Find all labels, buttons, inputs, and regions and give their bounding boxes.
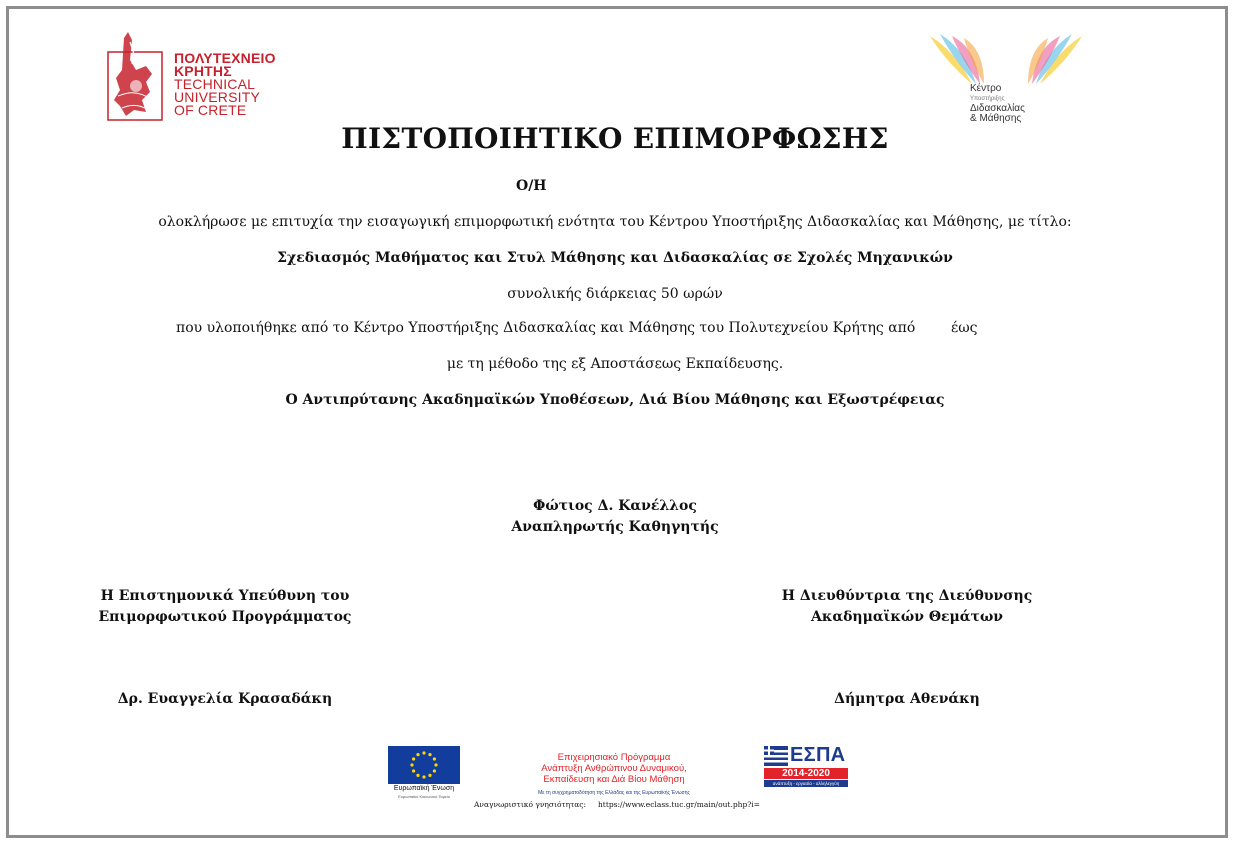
implemented-text: που υλοποιήθηκε από το Κέντρο Υποστήριξης Διδασκαλίας και Μάθησης του Πολυτεχνείου Κρήτης από [176, 320, 916, 336]
tuc-english-line2: UNIVERSITY [174, 89, 261, 105]
right-signatory-name: Δήμητρα Αθενάκη [834, 691, 980, 707]
left-signatory-title [60, 586, 390, 628]
tuc-wordmark [174, 52, 276, 117]
certificate-title: ΠΙΣΤΟΠΟΙΗΤΙΚΟ ΕΠΙΜΟΡΦΩΣΗΣ [341, 122, 889, 155]
tuc-english-line1: TECHNICAL [174, 76, 256, 92]
espa-years: 2014-2020 [764, 768, 848, 779]
tuc-emblem-icon [106, 30, 164, 122]
verification-url[interactable]: https://www.eclass.tuc.gr/main/out.php?i= [597, 800, 760, 809]
op-line2: Ανάπτυξη Ανθρώπινου Δυναμικού, [541, 763, 687, 774]
course-title: Σχεδιασμός Μαθήματος και Στυλ Μάθησης και Διδασκαλίας σε Σχολές Μηχανικών [277, 250, 953, 266]
operational-programme-logo [516, 752, 712, 785]
kedima-wings-icon [926, 32, 1086, 88]
tuc-logo [106, 30, 316, 124]
tuc-greek-line1: ΠΟΛΥΤΕΧΝΕΙΟ [174, 50, 276, 66]
eu-caption-main: Ευρωπαϊκή Ένωση [393, 785, 455, 792]
right-signatory-title-line2: Ακαδημαϊκών Θεμάτων [810, 609, 1004, 625]
kedima-line1: Κέντρο [970, 83, 1002, 94]
espa-logo [762, 744, 848, 788]
kedima-logo [926, 32, 1086, 122]
op-line3: Εκπαίδευση και Διά Βίου Μάθηση [543, 774, 685, 785]
tuc-greek-line2: ΚΡΗΤΗΣ [174, 63, 232, 79]
method-text: με τη μέθοδο της εξ Αποστάσεως Εκπαίδευσης. [446, 356, 784, 372]
right-signatory-title-line1: Η Διευθύντρια της Διεύθυνσης [781, 588, 1033, 604]
until-word: έως [951, 320, 978, 336]
kedima-line3: Διδασκαλίας [970, 103, 1025, 114]
kedima-wordmark [970, 84, 1025, 124]
kedima-line2: Υποστήριξης [970, 96, 1005, 102]
eu-caption-sub: Ευρωπαϊκό Κοινωνικό Ταμείο [398, 794, 450, 799]
left-signatory-title-line2: Επιμορφωτικού Προγράμματος [98, 609, 352, 625]
eu-caption [380, 785, 468, 801]
right-signatory-title [742, 586, 1072, 628]
verification-label: Αναγνωριστικό γνησιότητας: [474, 800, 587, 809]
left-signatory-title-line1: Η Επιστημονικά Υπεύθυνη του [100, 588, 350, 604]
op-line1: Επιχειρησιακό Πρόγραμμα [557, 752, 671, 763]
eu-stars-icon [388, 746, 460, 784]
cofinance-text: Με τη συγχρηματοδότηση της Ελλάδας και της Ευρωπαϊκής Ένωσης [538, 790, 690, 796]
completion-text: ολοκλήρωσε με επιτυχία την εισαγωγική επιμορφωτική ενότητα του Κέντρου Υποστήριξης Διδασκαλίας και Μάθησης, με τίτλο: [158, 214, 1072, 230]
duration-text: συνολικής διάρκειας 50 ωρών [507, 286, 723, 302]
tuc-english-line3: OF CRETE [174, 102, 247, 118]
espa-wordmark: ΕΣΠΑ [790, 744, 846, 766]
espa-slogan: ανάπτυξη - εργασία - αλληλεγγύη [764, 780, 848, 787]
greek-flag-icon [764, 746, 788, 766]
kedima-line4: & Μάθησης [970, 113, 1022, 124]
vice-rector-title: Ο Αντιπρύτανης Ακαδημαϊκών Υποθέσεων, Διά Βίου Μάθησης και Εξωστρέφειας [285, 392, 945, 408]
vice-rector-name: Φώτιος Δ. Κανέλλος [533, 498, 697, 514]
eu-flag-icon [388, 746, 460, 784]
verification-line [474, 800, 760, 809]
vice-rector-role: Αναπληρωτής Καθηγητής [511, 519, 719, 535]
recipient-label: Ο/Η [516, 178, 547, 194]
left-signatory-name: Δρ. Ευαγγελία Κρασαδάκη [117, 691, 333, 707]
